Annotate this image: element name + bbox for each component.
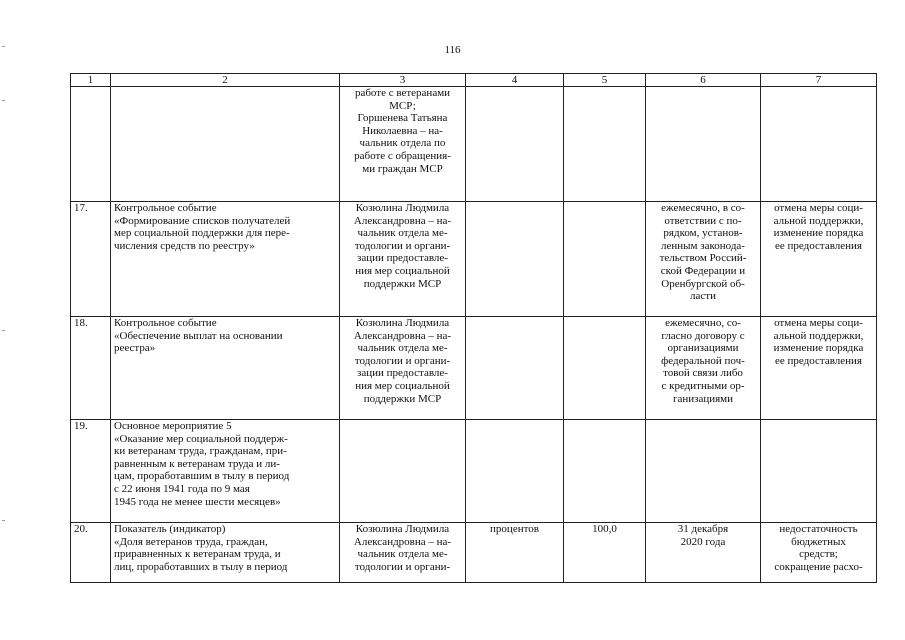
header-row [71, 74, 877, 87]
margin-mark [2, 46, 5, 47]
responsible-cell: Козюлина Людмила Александровна – на- чальник отдела ме- тодологии и органи- зации предоставле- ния мер социальной поддержки МСР [353, 202, 452, 290]
col-header: 3 [340, 74, 466, 87]
page-number: 116 [444, 44, 461, 56]
table-row [71, 87, 877, 202]
margin-mark [2, 520, 5, 521]
event-cell: Показатель (индикатор) «Доля ветеранов труда, граждан, приравненных к ветеранам труда, и лиц, проработавших в тылу в период [114, 523, 288, 573]
value-cell: 100,0 [592, 523, 617, 535]
table-row [71, 420, 877, 523]
deadline-cell: ежемесячно, со- гласно договору с организациями федеральной поч- товой связи либо с кредитными ор- ганизациями [661, 317, 745, 405]
col-header: 6 [646, 74, 761, 87]
table-row [71, 202, 877, 317]
deadline-cell: 31 декабря 2020 года [677, 523, 729, 548]
col-header: 2 [111, 74, 340, 87]
margin-mark [2, 330, 5, 331]
col-header: 4 [466, 74, 564, 87]
row-number: 20. [71, 523, 111, 583]
table-row [71, 523, 877, 583]
table-row [71, 317, 877, 420]
responsible-cell: Козюлина Людмила Александровна – на- чальник отдела ме- тодологии и органи- зации предоставле- ния мер социальной поддержки МСР [353, 317, 452, 405]
col-header: 7 [761, 74, 877, 87]
event-cell: Основное мероприятие 5 «Оказание мер социальной поддерж- ки ветеранам труда, гражданам, при- равненным к ветеранам труда и ли- цам, проработавшим в тылу в период с 22 июня 1941 года по 9 мая 1945 года не менее шести месяцев» [114, 420, 290, 508]
event-cell: Контрольное событие «Обеспечение выплат на основании реестра» [114, 317, 283, 355]
unit-cell: процентов [490, 523, 539, 535]
row-number [71, 87, 111, 202]
col-header: 1 [71, 74, 111, 87]
risks-cell: недостаточность бюджетных средств; сокращение расхо- [774, 523, 863, 573]
event-cell: Контрольное событие «Формирование списков получателей мер социальной поддержки для пере- числения средств по реестру» [114, 202, 291, 252]
program-table [70, 73, 877, 583]
deadline-cell: ежемесячно, в со- ответствии с по- рядком, установ- ленным законода- тельством Россий- ской Федерации и Оренбургской об- ласти [659, 202, 747, 303]
risks-cell: отмена меры соци- альной поддержки, изменение порядка ее предоставления [773, 317, 864, 367]
row-number: 17. [71, 202, 111, 317]
margin-mark [2, 100, 5, 101]
row-number: 19. [71, 420, 111, 523]
col-header: 5 [564, 74, 646, 87]
responsible-cell: Козюлина Людмила Александровна – на- чальник отдела ме- тодологии и органи- [353, 523, 452, 573]
row-number: 18. [71, 317, 111, 420]
risks-cell: отмена меры соци- альной поддержки, изменение порядка ее предоставления [773, 202, 864, 252]
responsible-cell: работе с ветеранами МСР; Горшенева Татьяна Николаевна – на- чальник отдела по работе с обращения- ми граждан МСР [354, 87, 451, 175]
